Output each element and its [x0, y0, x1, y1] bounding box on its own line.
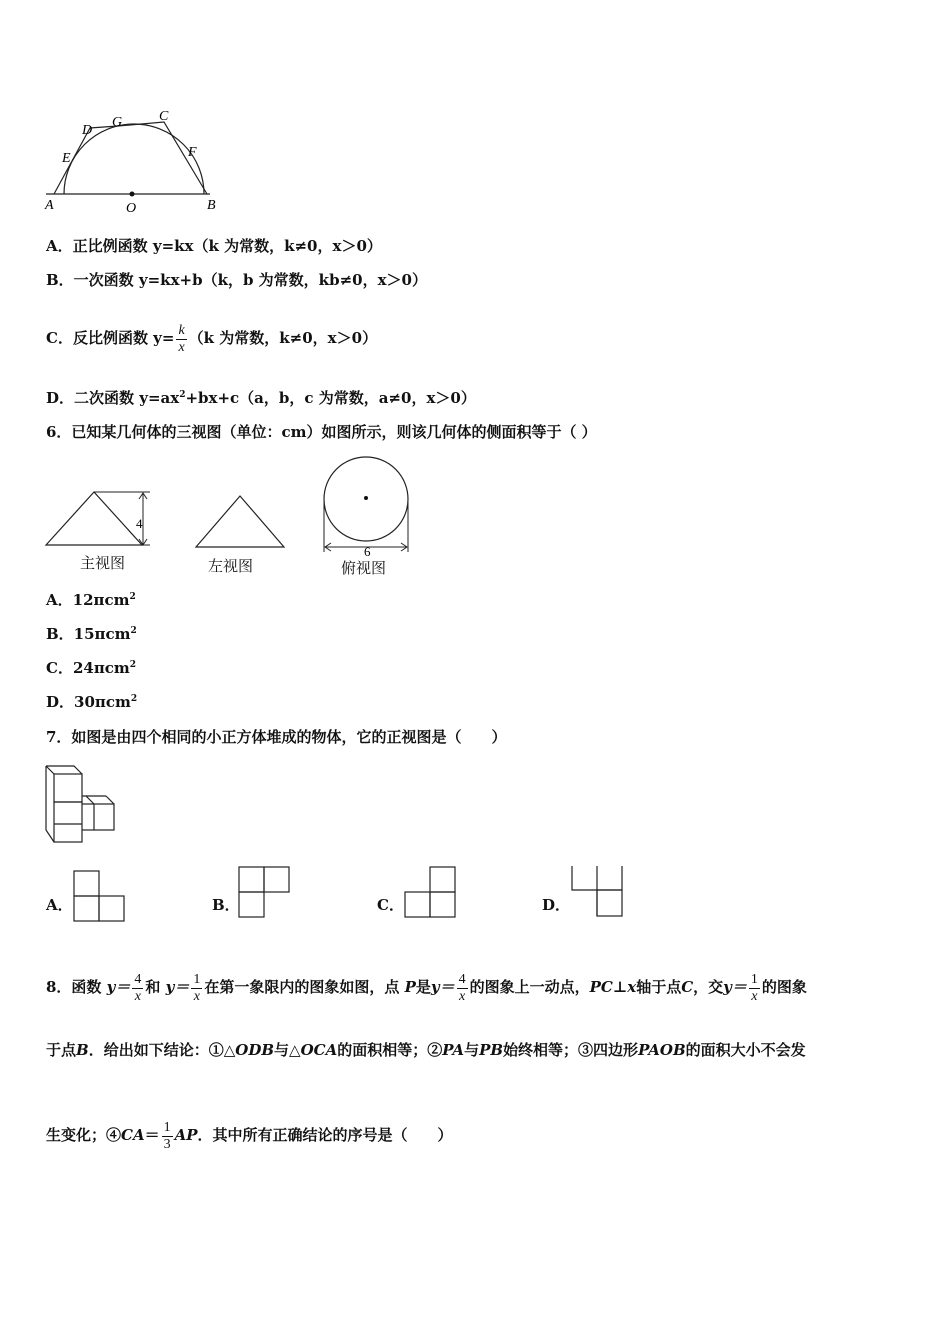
q7-option-a-label: A． [46, 896, 73, 914]
q7-option-c-label: C． [377, 896, 404, 914]
label-C: C [159, 109, 169, 124]
q5-option-d: D．二次函数 $y=ax^2+bx+c(a$，b，c 为常数，a≠0，x＞0） [46, 389, 476, 407]
q7-option-d-label: D． [542, 896, 571, 914]
label-O: O [126, 201, 137, 216]
q7-option-a-figure [73, 870, 127, 924]
q7-option-c-figure [404, 866, 458, 920]
fraction-4-over-x-2: $\frac{4}{x}$ [458, 971, 466, 1004]
q8-line-2: 于点B．给出如下结论：①△ODB与△OCA的面积相等；②PA与PB始终相等；③四边形PAOB的面积大小不会发 [46, 1041, 806, 1059]
q8-line-1: 8．函数 y＝ $\frac{4}{x}$ 和 y＝ $\frac{1}{x}$ 在第一象限内的图象如图，点 P是y＝ $\frac{4}{x}$ 的图象上一动点，PC⊥x轴于点C，交y＝ $\frac{1}{x}$ 的图象 [46, 971, 807, 1004]
q5-option-c-pre: C．反比例函数 y= [46, 329, 175, 347]
fraction-1-over-x: $\frac{1}{x}$ [193, 971, 201, 1004]
cube-stack-figure [42, 762, 122, 846]
q6-option-c: C．24πcm$^2$ [46, 659, 137, 677]
semicircle-figure [42, 104, 227, 216]
label-D: D [82, 123, 93, 138]
q8-line-3: 生变化；④CA＝ $\frac{1}{3}$ AP．其中所有正确结论的序号是（ ） [46, 1119, 453, 1152]
q7-option-b-label: B． [212, 896, 240, 914]
height-label: 4 [136, 516, 143, 531]
label-G: G [112, 115, 123, 130]
q5-option-c [46, 314, 377, 362]
label-F: F [188, 145, 197, 160]
q5-option-b: B．一次函数 y=kx+b（k，b 为常数，kb≠0，x＞0） [46, 271, 427, 289]
q5-option-a: A．正比例函数 y=kx（k 为常数，k≠0，x＞0） [46, 237, 382, 255]
fraction-4-over-x: $\frac{4}{x}$ [134, 971, 142, 1004]
fraction-k-over-x: $\frac{k}{x}$ [178, 322, 185, 355]
q7-option-b-figure [238, 866, 292, 920]
fraction-1-over-3: $\frac{1}{3}$ [163, 1119, 171, 1152]
caption-front-view: 主视图 [80, 554, 126, 572]
diameter-label: 6 [364, 544, 371, 559]
caption-left-view: 左视图 [208, 557, 254, 575]
q6-option-d: D．30πcm$^2$ [46, 693, 138, 711]
q5-option-c-post: （k 为常数，k≠0，x＞0） [188, 329, 378, 347]
q6-stem: 6．已知某几何体的三视图（单位：cm）如图所示，则该几何体的侧面积等于（ ） [46, 423, 597, 441]
caption-top-view: 俯视图 [341, 559, 387, 577]
q7-option-d-figure [570, 866, 626, 920]
q7-stem: 7．如图是由四个相同的小正方体堆成的物体，它的正视图是（ ） [46, 728, 507, 746]
fraction-1-over-x-2: $\frac{1}{x}$ [750, 971, 758, 1004]
label-A: A [45, 198, 54, 213]
q6-option-a: A．12πcm$^2$ [46, 591, 136, 609]
label-B: B [207, 198, 216, 213]
label-E: E [62, 151, 71, 166]
q6-option-b: B．15πcm$^2$ [46, 625, 137, 643]
